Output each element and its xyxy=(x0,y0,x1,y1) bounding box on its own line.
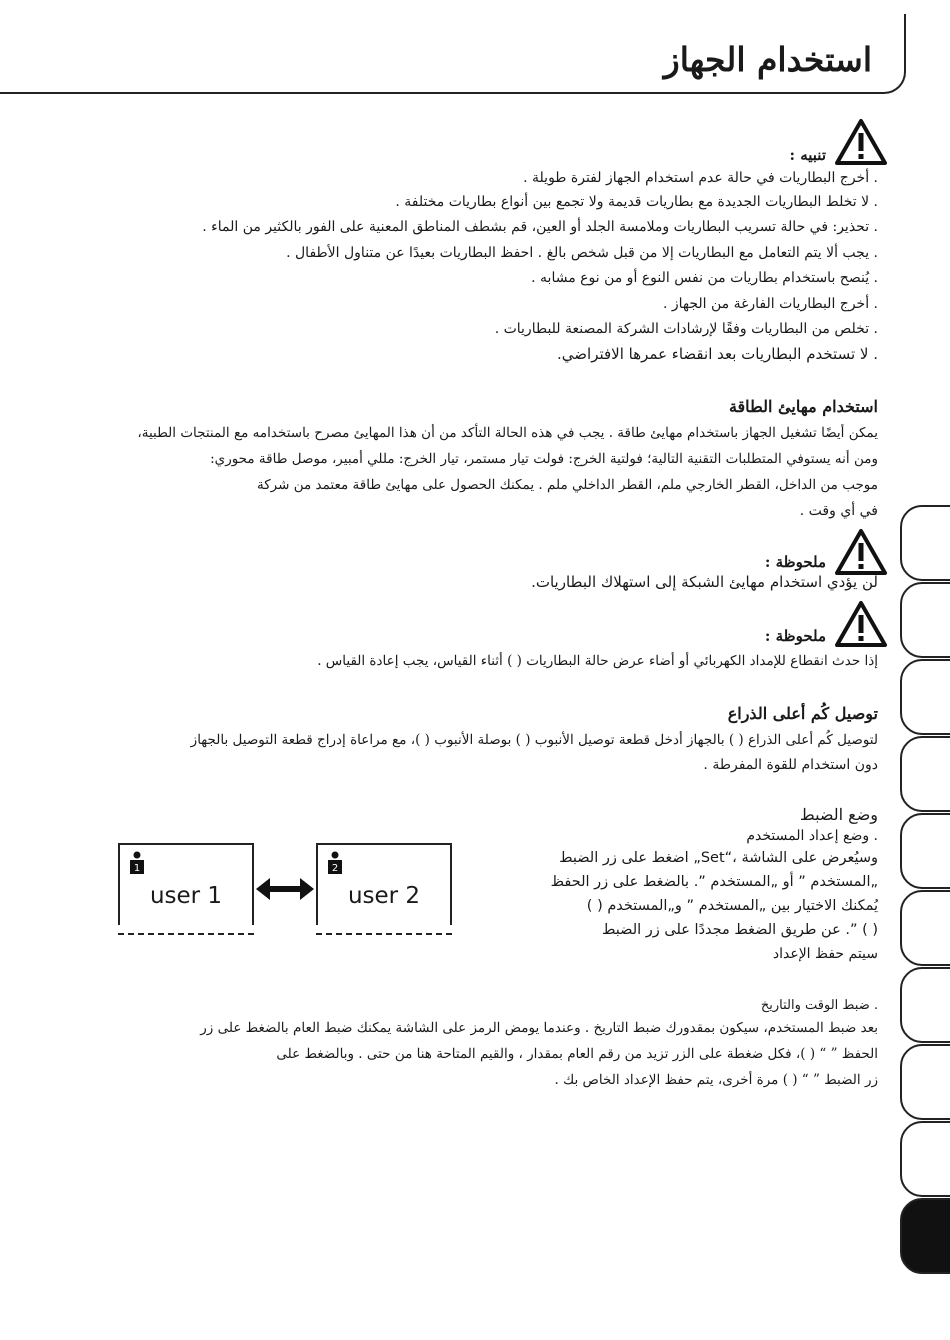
side-tab-7[interactable] xyxy=(900,967,950,1043)
note-label: ملحوظة : xyxy=(764,553,826,571)
cuff-line: لتوصيل كُم أعلى الذراع ( ) بالجهاز أدخل قطعة توصيل الأنبوب ( ) بوصلة الأنبوب ( )، مع مراعاة إدراج قطعة التوصيل بالجهاز xyxy=(190,732,878,748)
user-2-display xyxy=(316,843,452,925)
note-text: إذا حدث انقطاع للإمداد الكهربائي أو أضاء عرض حالة البطاريات ( ) أثناء القياس، يجب إعادة القياس . xyxy=(317,653,878,669)
setup-line: ( ) ”. عن طريق الضغط مجددًا على زر الضبط xyxy=(602,922,878,938)
cuff-heading: توصيل كُم أعلى الذراع xyxy=(727,704,878,723)
user-2-label: user 2 xyxy=(347,883,421,909)
user-1-display xyxy=(118,843,254,925)
adapter-line: يمكن أيضًا تشغيل الجهاز باستخدام مهايئ طاقة . يجب في هذه الحالة التأكد من أن هذا المهايئ مصرح باستخدامه مع المنتجات الطبية، xyxy=(137,425,878,441)
caution-item: . تحذير: في حالة تسريب البطاريات وملامسة الجلد أو العين، قم بشطف المناطق المعنية على الفور بالكثير من الماء . xyxy=(202,219,878,235)
datetime-heading: . ضبط الوقت والتاريخ xyxy=(760,998,878,1013)
caution-item: . لا تستخدم البطاريات بعد انقضاء عمرها الافتراضي. xyxy=(557,345,878,363)
user-2-badge: 2 xyxy=(331,863,339,874)
setup-line: يُمكنك الاختيار بين „المستخدم ” و„المستخدم ( ) xyxy=(586,898,878,914)
adapter-line: في أي وقت . xyxy=(799,503,878,519)
caution-item: . أخرج البطاريات الفارغة من الجهاز . xyxy=(662,296,878,312)
side-tab-4[interactable] xyxy=(900,736,950,812)
user-1-label: user 1 xyxy=(149,883,223,909)
warning-icon xyxy=(834,600,888,648)
caution-item: . يُنصح باستخدام بطاريات من نفس النوع أو من نوع مشابه . xyxy=(531,270,878,286)
setup-line: سيتم حفظ الإعداد xyxy=(772,946,878,962)
side-tab-3[interactable] xyxy=(900,659,950,735)
warning-icon xyxy=(834,528,888,576)
side-tab-6[interactable] xyxy=(900,890,950,966)
caution-item: . تخلص من البطاريات وفقًا لإرشادات الشركة المصنعة للبطاريات . xyxy=(494,321,878,337)
side-tab-5[interactable] xyxy=(900,813,950,889)
setup-line: „المستخدم ” أو „المستخدم ”. بالضغط على زر الحفظ xyxy=(550,874,878,890)
setup-line: . وضع إعداد المستخدم xyxy=(746,828,878,844)
setup-line: وسيُعرض على الشاشة ،“Set„ اضغط على زر الضبط xyxy=(559,850,878,866)
note-text: لن يؤدي استخدام مهايئ الشبكة إلى استهلاك البطاريات. xyxy=(531,573,878,591)
cuff-line: دون استخدام للقوة المفرطة . xyxy=(703,757,878,773)
caution-item: . لا تخلط البطاريات الجديدة مع بطاريات قديمة ولا تجمع بين أنواع بطاريات مختلفة . xyxy=(395,194,878,210)
caution-label: تنبيه : xyxy=(789,146,826,164)
side-tab-9[interactable] xyxy=(900,1121,950,1197)
side-tab-2[interactable] xyxy=(900,582,950,658)
user-2-icon xyxy=(326,851,344,875)
datetime-line: الحفظ ” “ ( )، فكل ضغطة على الزر تزيد من رقم العام بمقدار ، والقيم المتاحة هنا من حتى . وبالضغط على xyxy=(276,1046,878,1062)
datetime-line: بعد ضبط المستخدم، سيكون بمقدورك ضبط التاريخ . وعندما يومض الرمز على الشاشة يمكنك ضبط العام بالضغط على زر xyxy=(200,1020,878,1036)
adapter-line: موجب من الداخل، القطر الخارجي ملم، القطر الداخلي ملم . يمكنك الحصول على مهايئ طاقة معتمد من شركة xyxy=(257,477,878,493)
display-baseline xyxy=(316,933,452,935)
page-title: استخدام الجهاز xyxy=(663,40,872,79)
setup-heading: وضع الضبط xyxy=(799,805,878,824)
side-tab-active[interactable] xyxy=(900,1198,950,1274)
note-label: ملحوظة : xyxy=(764,627,826,645)
side-tab-1[interactable] xyxy=(900,505,950,581)
user-1-badge: 1 xyxy=(133,863,141,874)
warning-icon xyxy=(834,118,888,166)
caution-item: . يجب ألا يتم التعامل مع البطاريات إلا من قبل شخص بالغ . احفظ البطاريات بعيدًا عن متناول الأطفال . xyxy=(286,245,878,261)
side-tab-8[interactable] xyxy=(900,1044,950,1120)
display-baseline xyxy=(118,933,254,935)
caution-item: . أخرج البطاريات في حالة عدم استخدام الجهاز لفترة طويلة . xyxy=(523,170,878,186)
adapter-line: ومن أنه يستوفي المتطلبات التقنية التالية؛ فولتية الخرج: فولت تيار مستمر، تيار الخرج: مللي أمبير، موصل طاقة محوري: xyxy=(210,451,878,467)
adapter-heading: استخدام مهايئ الطاقة xyxy=(728,397,878,416)
datetime-line: زر الضبط ” “ ( ) مرة أخرى، يتم حفظ الإعداد الخاص بك . xyxy=(554,1072,878,1088)
double-arrow-icon xyxy=(256,876,314,902)
user-1-icon xyxy=(128,851,146,875)
